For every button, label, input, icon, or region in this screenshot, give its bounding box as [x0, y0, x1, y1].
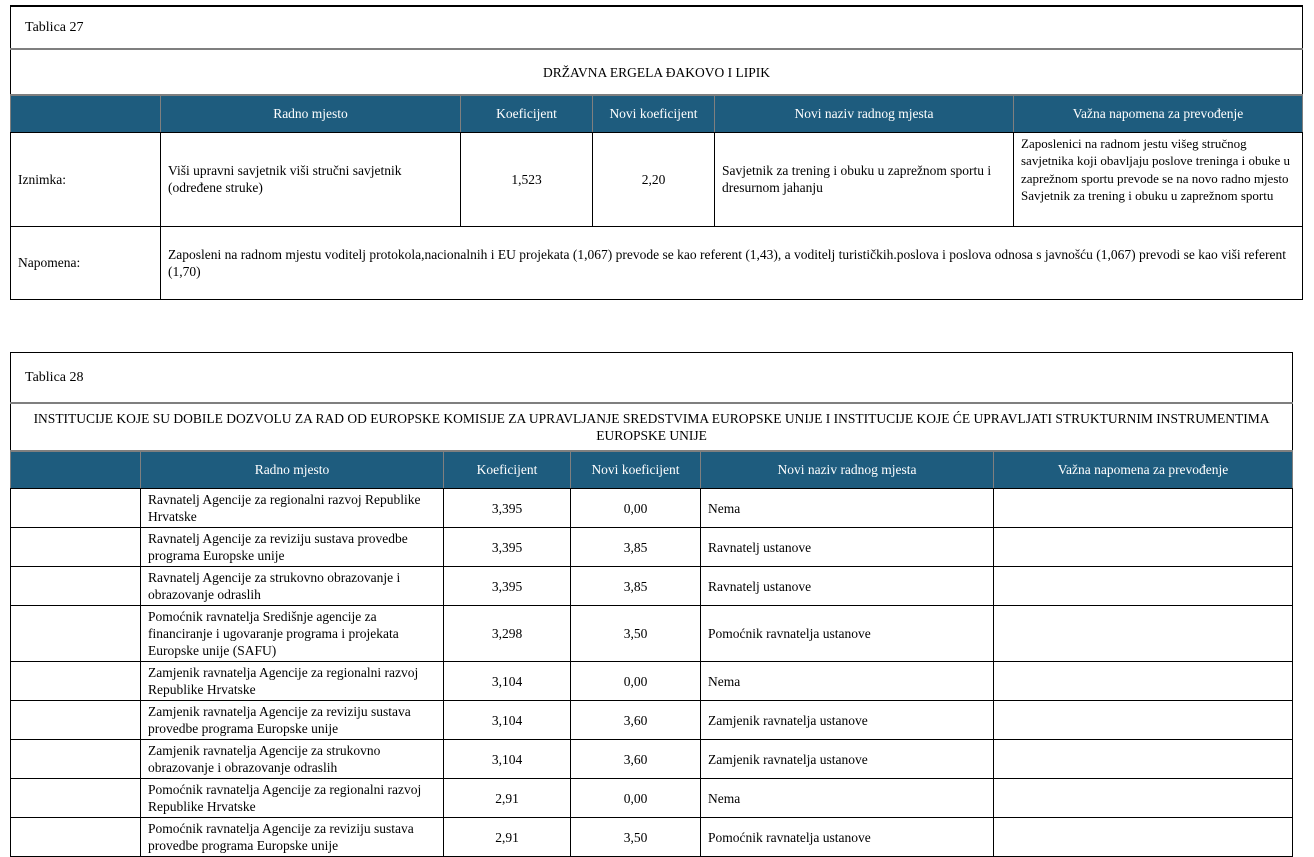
cell-koeficijent: 3,395 — [444, 489, 571, 528]
column-header-radno-mjesto: Radno mjesto — [141, 451, 444, 489]
table-27-title: DRŽAVNA ERGELA ĐAKOVO I LIPIK — [11, 49, 1303, 95]
cell-vazna-napomena — [994, 662, 1293, 701]
cell-radno-mjesto: Zamjenik ravnatelja Agencije za reviziju sustava provedbe programa Europske unije — [141, 701, 444, 740]
cell-radno-mjesto: Pomoćnik ravnatelja Agencije za reviziju sustava provedbe programa Europske unije — [141, 818, 444, 857]
cell-radno-mjesto: Ravnatelj Agencije za regionalni razvoj Republike Hrvatske — [141, 489, 444, 528]
cell-novi-naziv: Nema — [701, 779, 994, 818]
tablica-27-table — [10, 5, 1303, 300]
table-row — [11, 662, 1293, 701]
table-row — [11, 6, 1303, 49]
cell-radno-mjesto: Zamjenik ravnatelja Agencije za regionalni razvoj Republike Hrvatske — [141, 662, 444, 701]
table-28-title: INSTITUCIJE KOJE SU DOBILE DOZVOLU ZA RAD OD EUROPSKE KOMISIJE ZA UPRAVLJANJE SREDSTVIMA EUROPSKE UNIJE I INSTITUCIJE KOJE ĆE UPRAVLJATI STRUKTURNIM INSTRUMENTIMA EUROPSKE UNIJE — [11, 403, 1293, 451]
column-header-vazna-napomena: Važna napomena za prevođenje — [994, 451, 1293, 489]
cell-vazna-napomena — [994, 818, 1293, 857]
table-28-label: Tablica 28 — [11, 353, 1293, 403]
cell-novi-naziv: Savjetnik za trening i obuku u zaprežnom sportu i dresurnom jahanju — [715, 132, 1014, 226]
table-header-row — [11, 451, 1293, 489]
cell-novi-naziv: Nema — [701, 662, 994, 701]
table-row — [11, 403, 1293, 451]
row-label-iznimka: Iznimka: — [11, 132, 161, 226]
cell-empty — [11, 528, 141, 567]
column-header-novi-koeficijent: Novi koeficijent — [571, 451, 701, 489]
cell-novi-koeficijent: 3,60 — [571, 701, 701, 740]
cell-koeficijent: 3,395 — [444, 567, 571, 606]
cell-vazna-napomena — [994, 779, 1293, 818]
table-row — [11, 489, 1293, 528]
column-header-novi-koeficijent: Novi koeficijent — [593, 95, 715, 132]
cell-koeficijent: 2,91 — [444, 779, 571, 818]
cell-novi-naziv: Zamjenik ravnatelja ustanove — [701, 740, 994, 779]
cell-koeficijent: 3,395 — [444, 528, 571, 567]
cell-novi-naziv: Zamjenik ravnatelja ustanove — [701, 701, 994, 740]
table-row — [11, 353, 1293, 403]
table-row — [11, 701, 1293, 740]
cell-novi-koeficijent: 2,20 — [593, 132, 715, 226]
table-row — [11, 528, 1293, 567]
cell-napomena-text: Zaposleni na radnom mjestu voditelj protokola,nacionalnih i EU projekata (1,067) prevode se kao referent (1,43), a voditelj turističkih.poslova i poslova odnosa s javnošću (1,067) prevodi se kao viši referent (1,70) — [161, 226, 1303, 299]
cell-novi-koeficijent: 3,85 — [571, 528, 701, 567]
cell-empty — [11, 489, 141, 528]
cell-novi-naziv: Ravnatelj ustanove — [701, 528, 994, 567]
cell-empty — [11, 701, 141, 740]
table-row — [11, 226, 1303, 299]
cell-koeficijent: 3,104 — [444, 740, 571, 779]
column-header-empty — [11, 451, 141, 489]
cell-koeficijent: 3,298 — [444, 606, 571, 662]
cell-novi-koeficijent: 0,00 — [571, 779, 701, 818]
cell-vazna-napomena: Zaposlenici na radnom jestu višeg stručnog savjetnika koji obavljaju poslove treninga i obuke u zaprežnom sportu prevode se na novo radno mjesto Savjetnik za trening i obuku u zaprežnom sportu — [1014, 132, 1303, 226]
tablica-28-table — [10, 352, 1293, 857]
cell-koeficijent: 3,104 — [444, 662, 571, 701]
cell-vazna-napomena — [994, 567, 1293, 606]
table-row — [11, 49, 1303, 95]
cell-radno-mjesto: Zamjenik ravnatelja Agencije za strukovno obrazovanje i obrazovanje odraslih — [141, 740, 444, 779]
table-row — [11, 740, 1293, 779]
cell-vazna-napomena — [994, 606, 1293, 662]
cell-novi-naziv: Ravnatelj ustanove — [701, 567, 994, 606]
cell-radno-mjesto: Pomoćnik ravnatelja Središnje agencije za financiranje i ugovaranje programa i projekata Europske unije (SAFU) — [141, 606, 444, 662]
cell-novi-koeficijent: 3,50 — [571, 818, 701, 857]
cell-novi-naziv: Pomoćnik ravnatelja ustanove — [701, 818, 994, 857]
cell-vazna-napomena — [994, 740, 1293, 779]
cell-empty — [11, 740, 141, 779]
table-row — [11, 606, 1293, 662]
cell-empty — [11, 818, 141, 857]
cell-empty — [11, 662, 141, 701]
cell-novi-koeficijent: 0,00 — [571, 662, 701, 701]
cell-novi-naziv: Pomoćnik ravnatelja ustanove — [701, 606, 994, 662]
cell-novi-koeficijent: 3,60 — [571, 740, 701, 779]
column-header-novi-naziv: Novi naziv radnog mjesta — [701, 451, 994, 489]
row-label-napomena: Napomena: — [11, 226, 161, 299]
cell-radno-mjesto: Viši upravni savjetnik viši stručni savjetnik (određene struke) — [161, 132, 461, 226]
cell-koeficijent: 2,91 — [444, 818, 571, 857]
cell-novi-koeficijent: 3,85 — [571, 567, 701, 606]
cell-novi-koeficijent: 0,00 — [571, 489, 701, 528]
cell-vazna-napomena — [994, 528, 1293, 567]
cell-koeficijent: 1,523 — [461, 132, 593, 226]
cell-radno-mjesto: Ravnatelj Agencije za strukovno obrazovanje i obrazovanje odraslih — [141, 567, 444, 606]
cell-empty — [11, 567, 141, 606]
table-row — [11, 818, 1293, 857]
column-header-radno-mjesto: Radno mjesto — [161, 95, 461, 132]
cell-vazna-napomena — [994, 701, 1293, 740]
cell-novi-koeficijent: 3,50 — [571, 606, 701, 662]
cell-koeficijent: 3,104 — [444, 701, 571, 740]
cell-novi-naziv: Nema — [701, 489, 994, 528]
table-header-row — [11, 95, 1303, 132]
column-header-koeficijent: Koeficijent — [461, 95, 593, 132]
column-header-vazna-napomena: Važna napomena za prevođenje — [1014, 95, 1303, 132]
table-row — [11, 567, 1293, 606]
column-header-empty — [11, 95, 161, 132]
column-header-koeficijent: Koeficijent — [444, 451, 571, 489]
cell-empty — [11, 606, 141, 662]
table-row — [11, 779, 1293, 818]
cell-empty — [11, 779, 141, 818]
column-header-novi-naziv: Novi naziv radnog mjesta — [715, 95, 1014, 132]
table-row — [11, 132, 1303, 226]
cell-vazna-napomena — [994, 489, 1293, 528]
table-27-label: Tablica 27 — [11, 6, 1303, 49]
cell-radno-mjesto: Ravnatelj Agencije za reviziju sustava provedbe programa Europske unije — [141, 528, 444, 567]
cell-radno-mjesto: Pomoćnik ravnatelja Agencije za regionalni razvoj Republike Hrvatske — [141, 779, 444, 818]
